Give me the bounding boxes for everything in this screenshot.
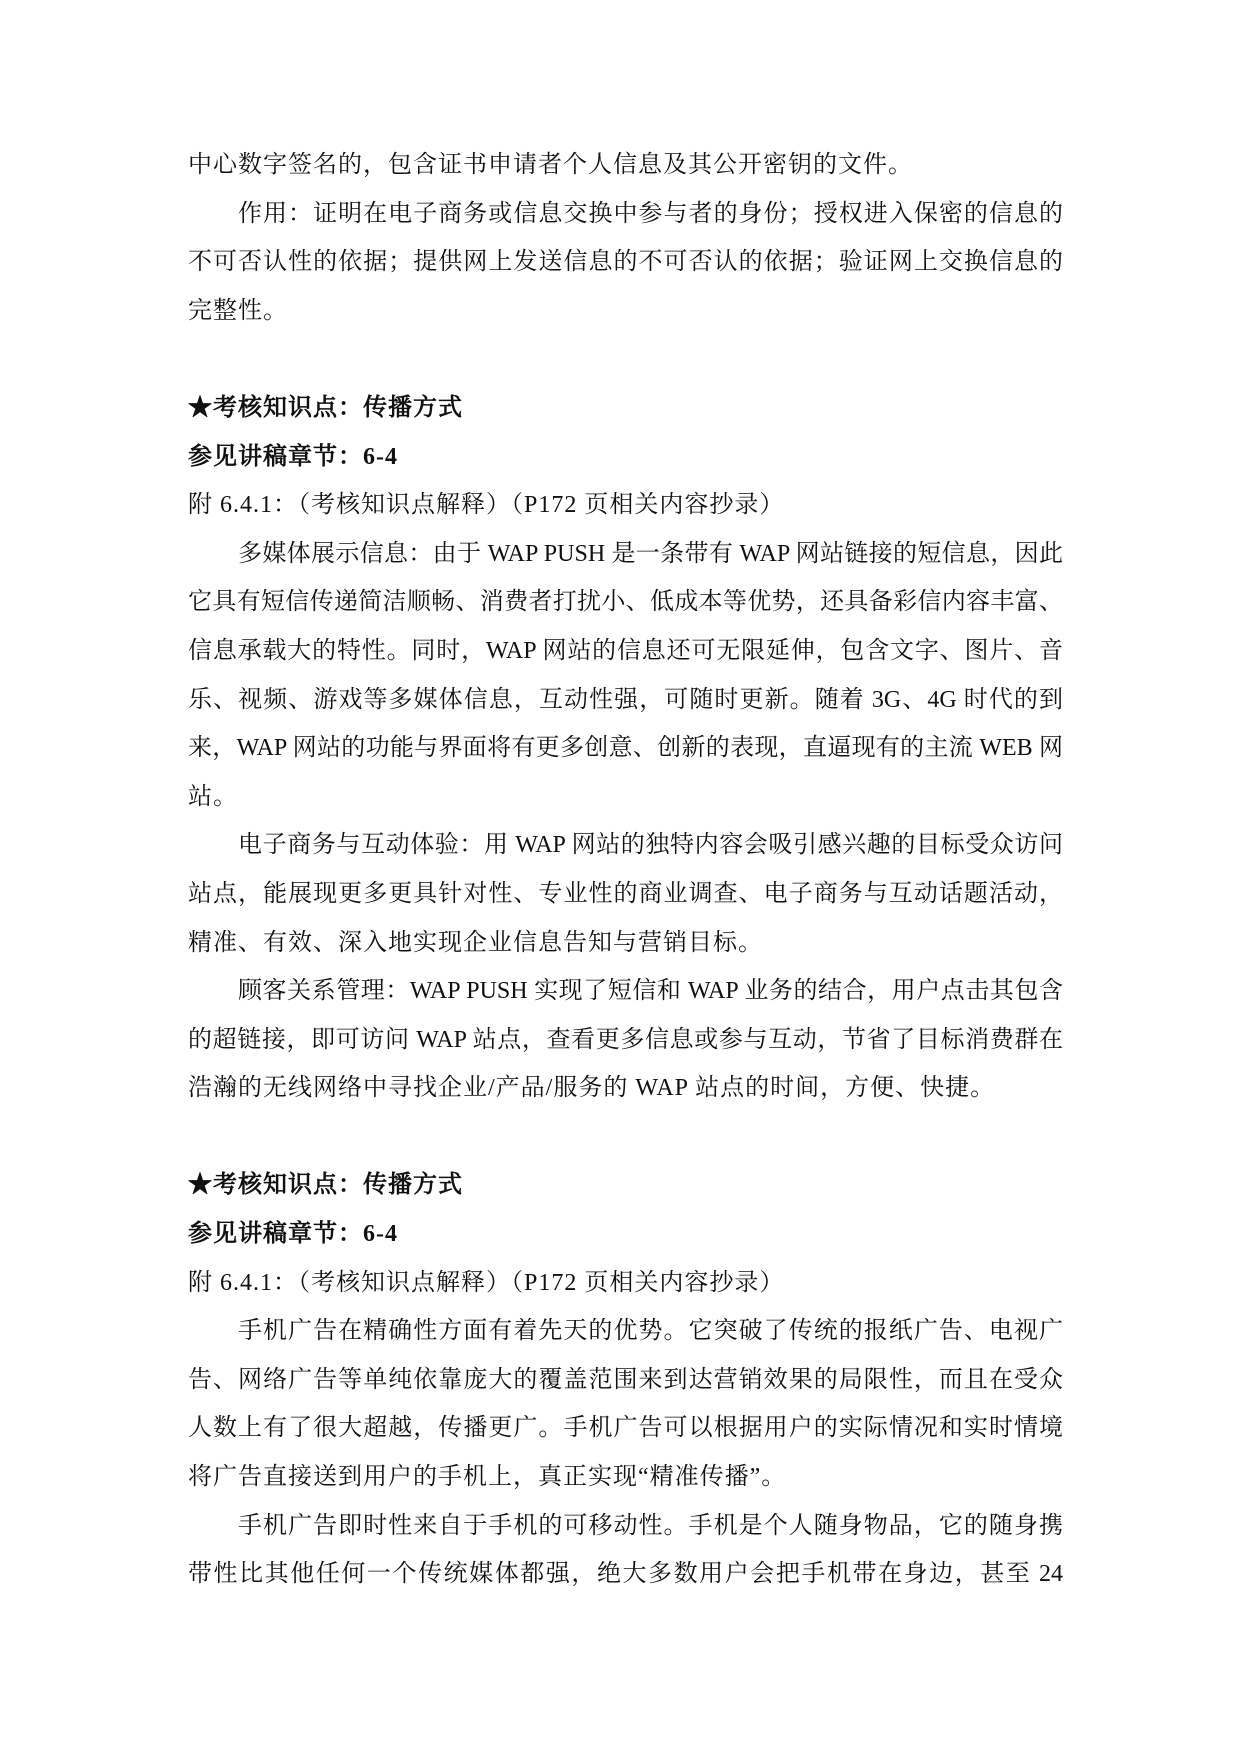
chapter-reference: 参见讲稿章节：6-4: [188, 1221, 398, 1248]
paragraph-line: 多媒体展示信息：由于 WAP PUSH 是一条带有 WAP 网站链接的短信息，因此: [238, 540, 1063, 567]
paragraph: [188, 1502, 1063, 1599]
appendix-note: 附 6.4.1：（考核知识点解释）（P172 页相关内容抄录）: [188, 1269, 785, 1296]
paragraph-line: 顾客关系管理：WAP PUSH 实现了短信和 WAP 业务的结合，用户点击其包含: [238, 978, 1063, 1005]
paragraph: [188, 190, 1063, 336]
paragraph-line: 告、网络广告等单纯依靠庞大的覆盖范围来到达营销效果的局限性，而且在受众: [188, 1366, 1063, 1393]
paragraph-line: 精准、有效、深入地实现企业信息告知与营销目标。: [188, 929, 763, 956]
page-content: [188, 141, 1063, 1599]
paragraph-line: 中心数字签名的，包含证书申请者个人信息及其公开密钥的文件。: [188, 152, 913, 178]
section: [188, 1161, 1063, 1598]
section: [188, 384, 1063, 1113]
paragraph-line: 信息承载大的特性。同时，WAP 网站的信息还可无限延伸，包含文字、图片、音: [188, 637, 1063, 664]
appendix-note: 附 6.4.1：（考核知识点解释）（P172 页相关内容抄录）: [188, 492, 785, 519]
paragraph-line: 的超链接，即可访问 WAP 站点，查看更多信息或参与互动，节省了目标消费群在: [188, 1026, 1063, 1053]
paragraph: [188, 967, 1063, 1113]
paragraph-line: 人数上有了很大超越，传播更广。手机广告可以根据用户的实际情况和实时情境: [188, 1415, 1063, 1442]
paragraph-line: 将广告直接送到用户的手机上，真正实现“精准传播”。: [188, 1464, 787, 1491]
paragraph-line: 带性比其他任何一个传统媒体都强，绝大多数用户会把手机带在身边，甚至 24: [188, 1561, 1063, 1588]
chapter-reference: 参见讲稿章节：6-4: [188, 443, 398, 470]
paragraph: [188, 821, 1063, 967]
paragraph-line: 电子商务与互动体验：用 WAP 网站的独特内容会吸引感兴趣的目标受众访问: [238, 832, 1063, 859]
paragraph: [188, 141, 1063, 190]
section-title: ★考核知识点：传播方式: [188, 394, 463, 421]
blank-line: [188, 1113, 1063, 1162]
paragraph-line: 手机广告在精确性方面有着先天的优势。它突破了传统的报纸广告、电视广: [238, 1318, 1063, 1345]
paragraph: [188, 530, 1063, 822]
paragraph-line: 乐、视频、游戏等多媒体信息，互动性强，可随时更新。随着 3G、4G 时代的到: [188, 686, 1063, 713]
blank-line: [188, 335, 1063, 384]
paragraph-line: 手机广告即时性来自于手机的可移动性。手机是个人随身物品，它的随身携: [238, 1512, 1063, 1539]
paragraph-line: 不可否认性的依据；提供网上发送信息的不可否认的依据；验证网上交换信息的: [188, 249, 1063, 276]
paragraph: [188, 1307, 1063, 1501]
paragraph-line: 站。: [188, 783, 238, 810]
section-title: ★考核知识点：传播方式: [188, 1172, 463, 1199]
paragraph-line: 浩瀚的无线网络中寻找企业/产品/服务的 WAP 站点的时间，方便、快捷。: [188, 1075, 996, 1102]
paragraph-line: 作用：证明在电子商务或信息交换中参与者的身份；授权进入保密的信息的: [238, 200, 1063, 227]
paragraph-line: 来，WAP 网站的功能与界面将有更多创意、创新的表现，直逼现有的主流 WEB 网: [188, 735, 1063, 762]
paragraph-line: 它具有短信传递简洁顺畅、消费者打扰小、低成本等优势，还具备彩信内容丰富、: [188, 589, 1063, 616]
paragraph-line: 站点，能展现更多更具针对性、专业性的商业调查、电子商务与互动话题活动，: [188, 880, 1063, 907]
paragraph-line: 完整性。: [188, 297, 288, 324]
